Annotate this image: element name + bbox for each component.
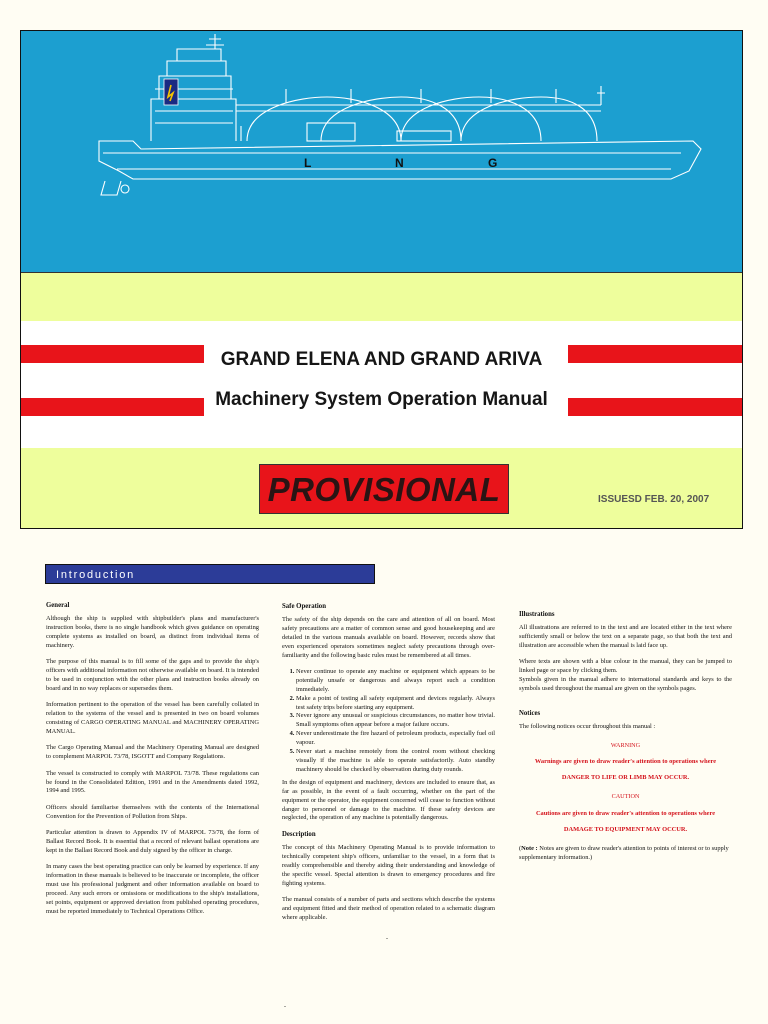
- safety-rule: 3. Never ignore any unusual or suspicious circumstances, no matter how trivial. Small symptoms often appear before a major failure occurs.: [296, 712, 495, 730]
- safety-rules-list: [282, 668, 495, 775]
- description-paragraph: The concept of this Machinery Operating Manual is to provide information to technically competent ship's officers, unfamiliar to the vessel, in a form that is readily comprehensible and thereby aiding their understanding and knowledge of the specific vessel. Special attention is drawn to emergency procedures and fire fighting systems.: [282, 844, 495, 887]
- description-heading: Description: [282, 831, 316, 839]
- illustrations-heading: Illustrations: [519, 611, 555, 618]
- stray-dot: .: [284, 1000, 286, 1009]
- introduction-heading-bar: [45, 564, 375, 584]
- ship-label-g: G: [488, 156, 498, 170]
- column-illustrations-notices: [519, 611, 732, 870]
- ship-label-l: L: [304, 156, 312, 170]
- general-paragraph: In many cases the best operating practice can only be learned by experience. If any information in these manuals is believed to be inaccurate or incomplete, the officer must use his professional judgment and other information available on board to proceed. Any such errors or omissions or modifications to the ship's installations, set points, equipment or approved deviation from published operating procedures, must be reported immediately to Technical Operations Office.: [46, 863, 259, 915]
- issue-date: ISSUESD FEB. 20, 2007: [598, 494, 710, 505]
- illustrations-paragraph: All illustrations are referred to in the text and are located either in the text where sufficiently small or below the text on a separate page, so that both the text and illustration are accessible when the manual is laid face up.: [519, 623, 732, 649]
- notices-heading: Notices: [519, 709, 541, 717]
- general-paragraph: Although the ship is supplied with shipbuilder's plans and manufacturer's instruction books, there is no single handbook which gives guidance on operating complete systems as installed on board, as distinct from individual items of machinery.: [46, 614, 259, 649]
- general-paragraph: Particular attention is drawn to Appendix IV of MARPOL 73/78, the form of Ballast Record Book. It is essential that a record of relevant ballast operations are kept in the Ballast Record Book and duly signed by the officer in charge.: [46, 829, 259, 854]
- safety-rule: 5. Never start a machine remotely from the control room without checking visually if the machine is able to operate satisfactorily. Auto standby machinery should be checked by observation during duty rounds.: [296, 748, 495, 775]
- provisional-stamp: PROVISIONAL: [259, 464, 509, 514]
- illustrations-paragraph: Where texts are shown with a blue colour in the manual, they can be jumped to linked page or space by clicking them.: [519, 658, 732, 675]
- illustrations-paragraph: Symbols given in the manual adhere to international standards and keys to the symbols used throughout the manual are given on the symbols pages.: [519, 675, 732, 692]
- ship-label-n: N: [395, 156, 404, 170]
- column-safe-operation: [282, 603, 495, 931]
- safety-rule: 4. Never underestimate the fire hazard of petroleum products, especially fuel oil vapour.: [296, 730, 495, 748]
- note-text: Notes are given to draw reader's attention to points of interest or to supply supplementary information.: [519, 845, 729, 861]
- cover-page: [20, 30, 743, 529]
- safety-rule: 1. Never continue to operate any machine or equipment which appears to be potentially unsafe or dangerous and always report such a condition immediately.: [296, 668, 495, 695]
- cover-title-ships: GRAND ELENA AND GRAND ARIVA: [220, 349, 543, 370]
- notices-lead: The following notices occur throughout this manual :: [519, 722, 656, 730]
- caution-text-line1: Cautions are given to draw reader's attention to operations where: [535, 809, 716, 817]
- caution-heading: CAUTION: [611, 793, 640, 801]
- warning-heading: WARNING: [610, 741, 641, 749]
- safety-rule: 2. Make a point of testing all safety equipment and devices regularly. Always test safety trips before starting any equipment.: [296, 695, 495, 713]
- general-paragraph: The purpose of this manual is to fill some of the gaps and to provide the ship's officers with additional information not otherwise available on board. It is intended to be used in conjunction with the other plans and instruction books already on board and in no way replaces or supersedes them.: [46, 658, 259, 692]
- general-paragraph: The Cargo Operating Manual and the Machinery Operating Manual are designed to complement MARPOL 73/78, ISGOTT and Company Regulations.: [46, 744, 259, 761]
- cover-title-manual: Machinery System Operation Manual: [215, 389, 548, 410]
- column-general: [46, 602, 259, 924]
- description-paragraph: The manual consists of a number of parts and sections which describe the systems and equipment fitted and their method of operation related to a schematic diagram where applicable.: [282, 896, 495, 922]
- introduction-heading: Introduction: [56, 569, 136, 581]
- warning-text-line2: DANGER TO LIFE OR LIMB MAY OCCUR.: [561, 774, 690, 782]
- general-paragraph: Information pertinent to the operation of the vessel has been carefully collated in relation to the systems of the vessel and is presented in two on board volumes consisting of CARGO OPERATING MANUAL and MACHINERY OPERATING MANUAL.: [46, 701, 259, 735]
- lng-ship-illustration: [21, 31, 742, 272]
- warning-text-line1: Warnings are given to draw reader's attention to operations where: [534, 757, 717, 765]
- note-paragraph: (Note : Notes are given to draw reader's attention to points of interest or to supply supplementary information.): [519, 845, 729, 861]
- general-paragraph: Officers should familiarise themselves with the contents of the International Convention for the Prevention of Pollution from Ships.: [46, 803, 259, 820]
- safe-operation-after: In the design of equipment and machinery, devices are included to ensure that, as far as possible, in the event of a fault occurring, whether on the part of the equipment or the operator, the equipment concerned will cease to function without danger to personnel or damage to the machine. If these safety devices are neglected, the operation of any machine is potentially dangerous.: [282, 778, 495, 822]
- stray-dot: .: [386, 932, 388, 941]
- safe-operation-heading: Safe Operation: [282, 603, 326, 610]
- caution-text-line2: DAMAGE TO EQUIPMENT MAY OCCUR.: [563, 826, 688, 834]
- cover-white-band: [21, 321, 742, 448]
- general-paragraph: The vessel is constructed to comply with MARPOL 73/78. These regulations can be found in the Consolidated Edition, 1991 and in the Amendments dated 1992, 1994 and 1995.: [46, 769, 259, 795]
- general-heading: General: [46, 602, 70, 609]
- cover-ship-panel: [21, 31, 742, 273]
- note-label: Note :: [521, 845, 538, 852]
- safe-operation-intro: The safety of the ship depends on the care and attention of all on board. Most safety precautions are a matter of common sense and good housekeeping and are detailed in the various manuals available on board. However, records show that even experienced operators sometimes neglect safety precautions through over-familiarity and the following basic rules must be remembered at all times.: [282, 615, 495, 659]
